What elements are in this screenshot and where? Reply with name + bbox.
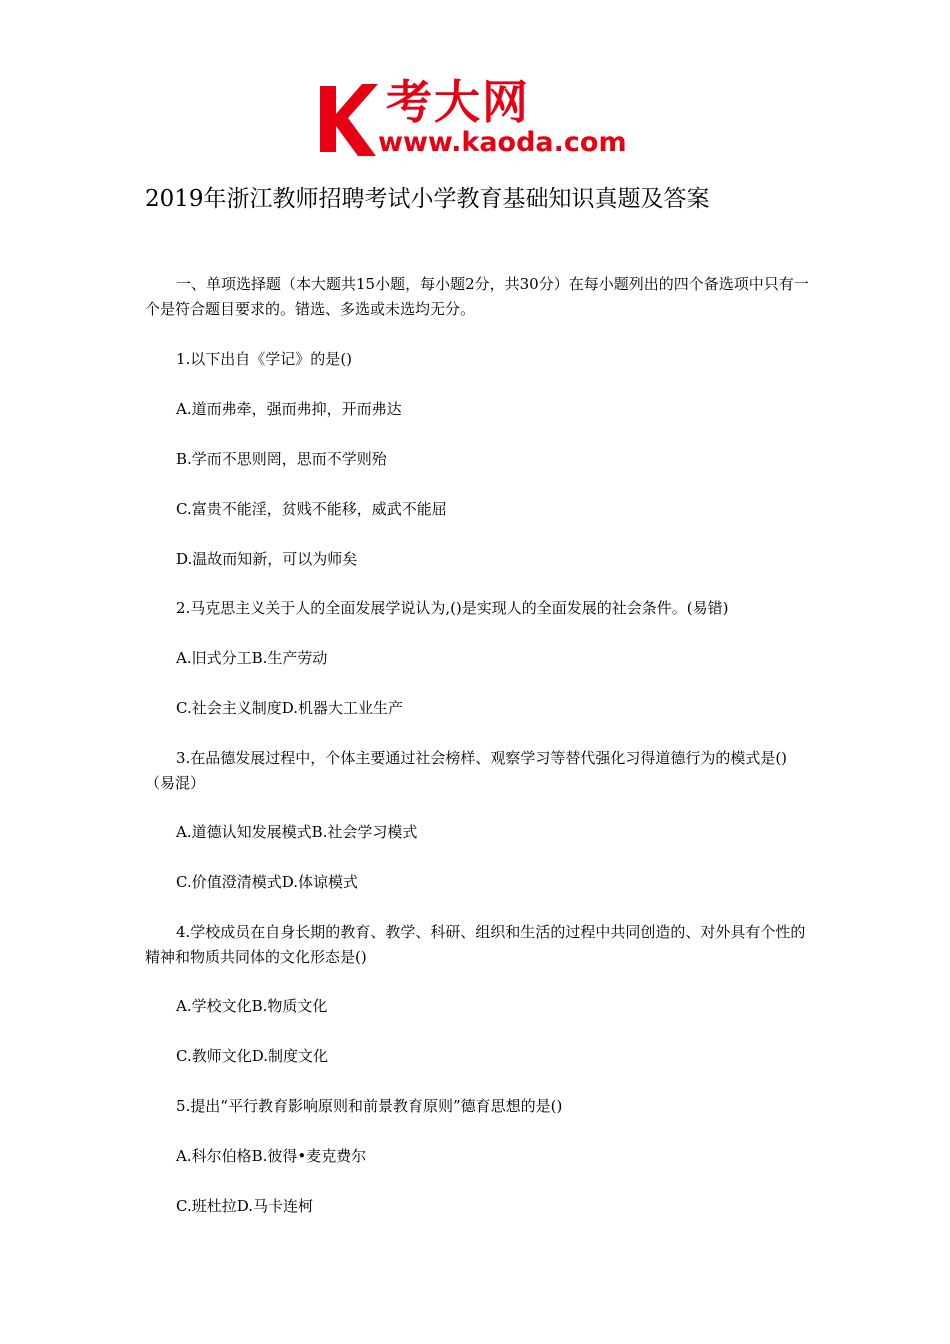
kaoda-logo xyxy=(318,75,638,160)
q2-options-ab: A.旧式分工B.生产劳动 xyxy=(176,649,328,667)
logo-brand-url: www.kaoda.com xyxy=(378,127,627,158)
logo-brand-name: 考大网 xyxy=(386,75,530,129)
question-1: 1.以下出自《学记》的是() xyxy=(176,350,353,368)
q4-options-ab: A.学校文化B.物质文化 xyxy=(176,997,328,1015)
question-5: 5.提出“平行教育影响原则和前景教育原则”德育思想的是() xyxy=(176,1097,563,1115)
k-logo-icon xyxy=(318,80,380,158)
q5-options-ab: A.科尔伯格B.彼得•麦克费尔 xyxy=(176,1147,367,1165)
q1-option-a: A.道而弗牵，强而弗抑，开而弗达 xyxy=(176,400,402,418)
q2-options-cd: C.社会主义制度D.机器大工业生产 xyxy=(176,699,403,717)
question-2: 2.马克思主义关于人的全面发展学说认为,()是实现人的全面发展的社会条件。(易错) xyxy=(176,599,729,617)
q1-option-c: C.富贵不能淫，贫贱不能移，威武不能屈 xyxy=(176,500,447,518)
q3-options-cd: C.价值澄清模式D.体谅模式 xyxy=(176,873,358,891)
q4-options-cd: C.教师文化D.制度文化 xyxy=(176,1047,328,1065)
q1-option-d: D.温故而知新，可以为师矣 xyxy=(176,550,358,568)
section-intro: 一、单项选择题（本大题共15小题，每小题2分，共30分）在每小题列出的四个备选项中只有一个是符合题目要求的。错选、多选或未选均无分。 xyxy=(145,275,809,318)
q3-options-ab: A.道德认知发展模式B.社会学习模式 xyxy=(176,823,418,841)
question-4: 4.学校成员在自身长期的教育、教学、科研、组织和生活的过程中共同创造的、对外具有个性的精神和物质共同体的文化形态是() xyxy=(145,923,806,966)
question-3: 3.在品德发展过程中，个体主要通过社会榜样、观察学习等替代强化习得道德行为的模式是()（易混） xyxy=(145,749,788,792)
q5-options-cd: C.班杜拉D.马卡连柯 xyxy=(176,1197,313,1215)
document-title: 2019年浙江教师招聘考试小学教育基础知识真题及答案 xyxy=(145,186,710,212)
q1-option-b: B.学而不思则罔，思而不学则殆 xyxy=(176,450,387,468)
